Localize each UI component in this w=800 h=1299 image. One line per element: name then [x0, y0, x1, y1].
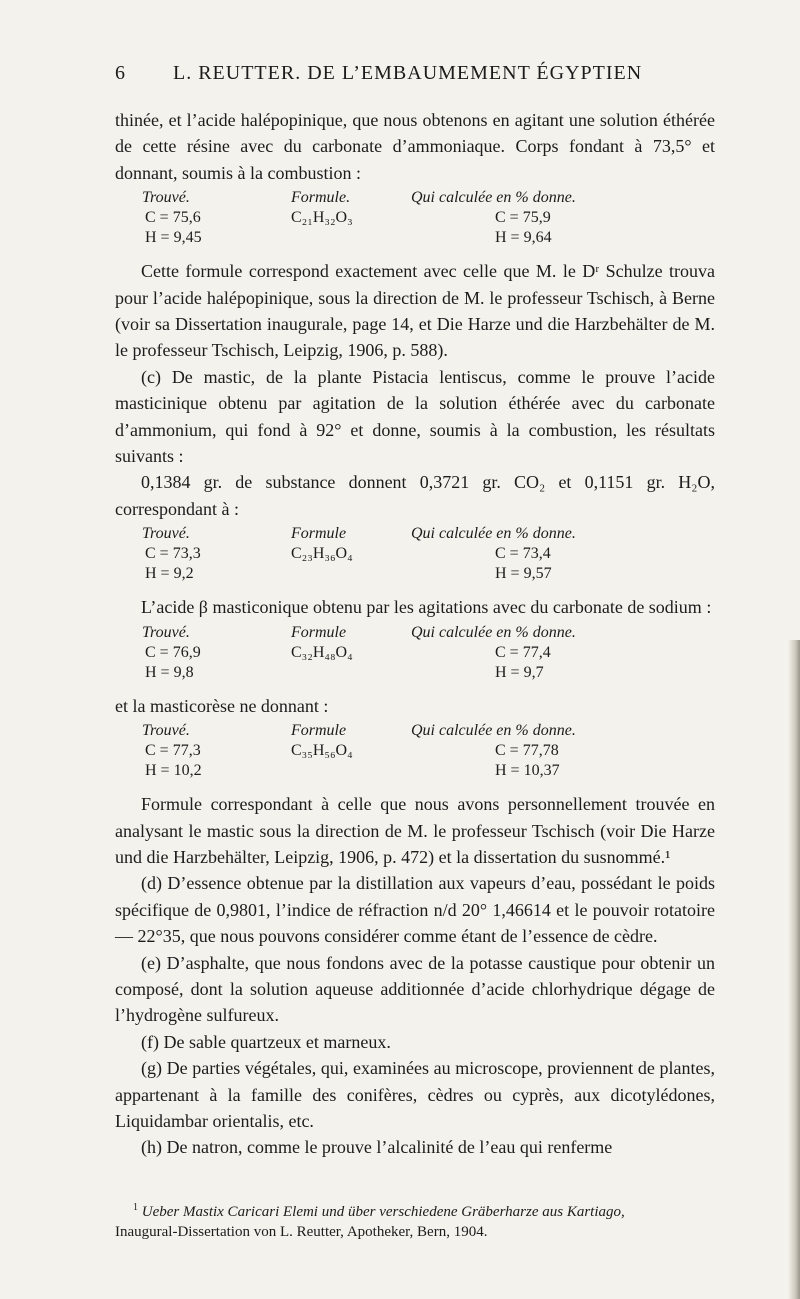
paragraph: (g) De parties végétales, qui, examinées au microscope, proviennent de plantes, appartenant à la famille des conifères, cèdres ou cyprès, aux dicotylédones, Liquidambar orientalis, etc. [115, 1058, 715, 1131]
footnote-rest: Inaugural-Dissertation von L. Reutter, Apotheker, Bern, 1904. [115, 1224, 488, 1240]
found-h: H = 10,2 [145, 762, 202, 780]
found-c: C = 77,3 [145, 742, 201, 760]
col-head-calculated: Qui calculée en % donne. [411, 525, 576, 543]
formula: C₃₂H₄₈O₄ [291, 643, 353, 661]
col-head-found: Trouvé. [142, 525, 190, 543]
analysis-table [115, 623, 715, 689]
paragraph: Formule correspondant à celle que nous avons personnellement trouvée en analysant le mastic sous la direction de M. le professeur Tschisch (voir Die Harze und die Harzbehälter, Leipzig, 1906, p. 472) et la dissertation du susnommé.¹ [115, 794, 715, 867]
col-head-calculated: Qui calculée en % donne. [411, 623, 576, 641]
formula: C₂₃H₃₆O₄ [291, 545, 353, 563]
found-h: H = 9,2 [145, 565, 194, 583]
col-head-formula: Formule [291, 623, 347, 641]
calc-h: H = 9,7 [495, 663, 544, 681]
formula: C₃₅H₅₆O₄ [291, 742, 353, 760]
col-head-found: Trouvé. [142, 189, 190, 207]
body-text [115, 107, 715, 1161]
calc-c: C = 73,4 [495, 545, 551, 563]
found-c: C = 75,6 [145, 209, 201, 227]
calc-h: H = 10,37 [495, 762, 560, 780]
col-head-calculated: Qui calculée en % donne. [411, 189, 576, 207]
paragraph: Cette formule correspond exactement avec celle que M. le Dʳ Schulze trouva pour l’acide halépopinique, sous la direction de M. le professeur Tschisch, à Berne (voir sa Dissertation inaugurale, page 14, et Die Harze und die Harzbehälter de M. le professeur Tschisch, Leipzig, 1906, p. 588). [115, 261, 715, 361]
page-number: 6 [115, 62, 126, 84]
found-h: H = 9,8 [145, 663, 194, 681]
col-head-found: Trouvé. [142, 722, 190, 740]
paragraph: et la masticorèse ne donnant : [115, 695, 329, 716]
formula: C₂₁H₃₂O₃ [291, 209, 353, 227]
book-spine-shadow [788, 640, 800, 1299]
calc-h: H = 9,64 [495, 229, 552, 247]
running-title: L. REUTTER. DE L’EMBAUMEMENT ÉGYPTIEN [173, 62, 643, 84]
paragraph: thinée, et l’acide halépopinique, que nous obtenons en agitant une solution éthérée de cette résine avec du carbonate d’ammoniaque. Corps fondant à 73,5° et donnant, soumis à la combustion : [115, 110, 715, 183]
found-c: C = 76,9 [145, 643, 201, 661]
footnote-mark: 1 [133, 1202, 138, 1213]
paragraph: (f) De sable quartzeux et marneux. [141, 1031, 391, 1052]
col-head-formula: Formule [291, 525, 347, 543]
analysis-table [115, 721, 715, 787]
calc-h: H = 9,57 [495, 565, 552, 583]
found-h: H = 9,45 [145, 229, 202, 247]
col-head-formula: Formule [291, 722, 347, 740]
paragraph: (c) De mastic, de la plante Pistacia lentiscus, comme le prouve l’acide masticinique obtenu par agitation de la solution éthérée avec du carbonate d’ammonium, qui fond à 92° et donne, soumis à la combustion, les résultats suivants : [115, 366, 715, 467]
found-c: C = 73,3 [145, 545, 201, 563]
paragraph: (e) D’asphalte, que nous fondons avec de la potasse caustique pour obtenir un composé, dont la solution aqueuse additionnée d’acide chlorhydrique dégage de l’hydrogène sulfureux. [115, 952, 715, 1026]
paragraph: L’acide β masticonique obtenu par les agitations avec du carbonate de sodium : [141, 597, 712, 618]
analysis-table [115, 524, 715, 590]
footnote [115, 1198, 715, 1242]
col-head-found: Trouvé. [142, 623, 190, 641]
col-head-calculated: Qui calculée en % donne. [411, 722, 576, 740]
calc-c: C = 77,4 [495, 643, 551, 661]
paragraph: (h) De natron, comme le prouve l’alcalinité de l’eau qui renferme [141, 1137, 613, 1158]
col-head-formula: Formule. [291, 189, 351, 207]
paragraph: 0,1384 gr. de substance donnent 0,3721 gr. CO₂ et 0,1151 gr. H₂O, correspondant à : [115, 472, 715, 519]
calc-c: C = 75,9 [495, 209, 551, 227]
analysis-table [115, 188, 715, 254]
footnote-title: Ueber Mastix Caricari Elemi und über verschiedene Gräberharze aus Kartiago, [141, 1204, 625, 1220]
calc-c: C = 77,78 [495, 742, 559, 760]
paragraph: (d) D’essence obtenue par la distillation aux vapeurs d’eau, possédant le poids spécifique de 0,9801, l’indice de réfraction n/d 20° 1,46614 et le pouvoir rotatoire — 22°35, que nous pouvons considérer comme étant de l’essence de cèdre. [115, 873, 715, 947]
